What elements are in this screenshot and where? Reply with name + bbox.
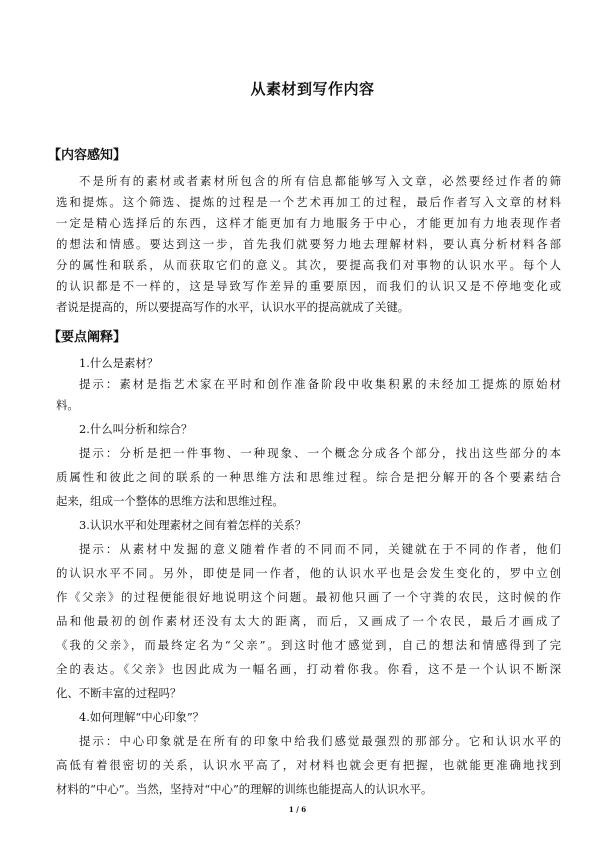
answer-line: 料。 xyxy=(56,398,79,412)
paragraph-line: 的认识都是不一样的，这是导致写作差异的重要原因，而我们的认识又是不停地变化或 xyxy=(56,279,561,293)
paragraph-line: 者说是提高的，所以要提高写作的水平，认识水平的提高就成了关键。 xyxy=(56,300,410,314)
question-line: 1.什么是素材？ xyxy=(79,356,159,370)
answer-line: 起来，组成一个整体的思维方法和思维过程。 xyxy=(56,494,284,508)
paragraph-line: 分的属性和联系，从而获取它们的意义。其次，要提高我们对事物的认识水平。每个人 xyxy=(56,258,561,272)
answer-line: 提示：素材是指艺术家在平时和创作准备阶段中收集积累的未经加工提炼的原始材 xyxy=(79,377,561,391)
page-number: 1 / 6 xyxy=(288,805,307,814)
answer-line: 提示：中心印象就是在所有的印象中给我们感觉最强烈的那部分。它和认识水平的 xyxy=(79,734,561,748)
answer-line: 的认识水平不同。另外，即使是同一作者，他的认识水平也是会发生变化的，罗中立创 xyxy=(56,566,561,580)
answer-line: 化、不断丰富的过程吗？ xyxy=(56,686,182,700)
answer-line: 高低有着很密切的关系，认识水平高了，对材料也就会更有把握，也就能更准确地找到 xyxy=(56,758,561,772)
page-title: 从素材到写作内容 xyxy=(250,80,375,98)
paragraph-line: 选和提炼。这个筛选、提炼的过程是一个艺术再加工的过程，最后作者写入文章的材料 xyxy=(56,195,561,209)
answer-line: 质属性和彼此之间的联系的一种思维方法和思维过程。综合是把分解开的各个要素结合 xyxy=(56,470,561,484)
answer-line: 作《父亲》的过程便能很好地说明这个问题。最初他只画了一个守粪的农民，这时候的作 xyxy=(56,590,561,604)
question-line: 3.认识水平和处理素材之间有着怎样的关系？ xyxy=(79,518,307,532)
answer-line: 《我的父亲》，而最终定名为“父亲”。到这时他才感觉到，自己的想法和情感得到了完 xyxy=(56,638,561,652)
answer-line: 提示：分析是把一件事物、一种现象、一个概念分成各个部分，找出这些部分的本 xyxy=(79,446,561,460)
paragraph-line: 的想法和情感。要达到这一步，首先我们就要努力地去理解材料，要认真分析材料各部 xyxy=(56,237,561,251)
question-line: 2.什么叫分析和综合？ xyxy=(79,422,193,436)
section-heading-content-perception: 【内容感知】 xyxy=(48,148,127,163)
answer-line: 全的表达。《父亲》也因此成为一幅名画，打动着你我。你看，这不是一个认识不断深 xyxy=(56,662,561,676)
paragraph-line: 不是所有的素材或者素材所包含的所有信息都能够写入文章，必然要经过作者的筛 xyxy=(79,174,561,188)
paragraph-line: 一定是精心选择后的东西，这样才能更加有力地服务于中心，才能更加有力地表现作者 xyxy=(56,216,561,230)
answer-line: 品和他最初的创作素材还没有太大的距离，而后，又画成了一个农民，最后才画成了 xyxy=(56,614,561,628)
question-line: 4.如何理解“中心印象”？ xyxy=(79,710,205,724)
answer-line: 材料的“中心”。当然，坚持对“中心”的理解的训练也能提高人的认识水平。 xyxy=(56,782,433,796)
answer-line: 提示：从素材中发掘的意义随着作者的不同而不同，关键就在于不同的作者，他们 xyxy=(79,542,561,556)
section-heading-key-points: 【要点阐释】 xyxy=(48,330,127,345)
